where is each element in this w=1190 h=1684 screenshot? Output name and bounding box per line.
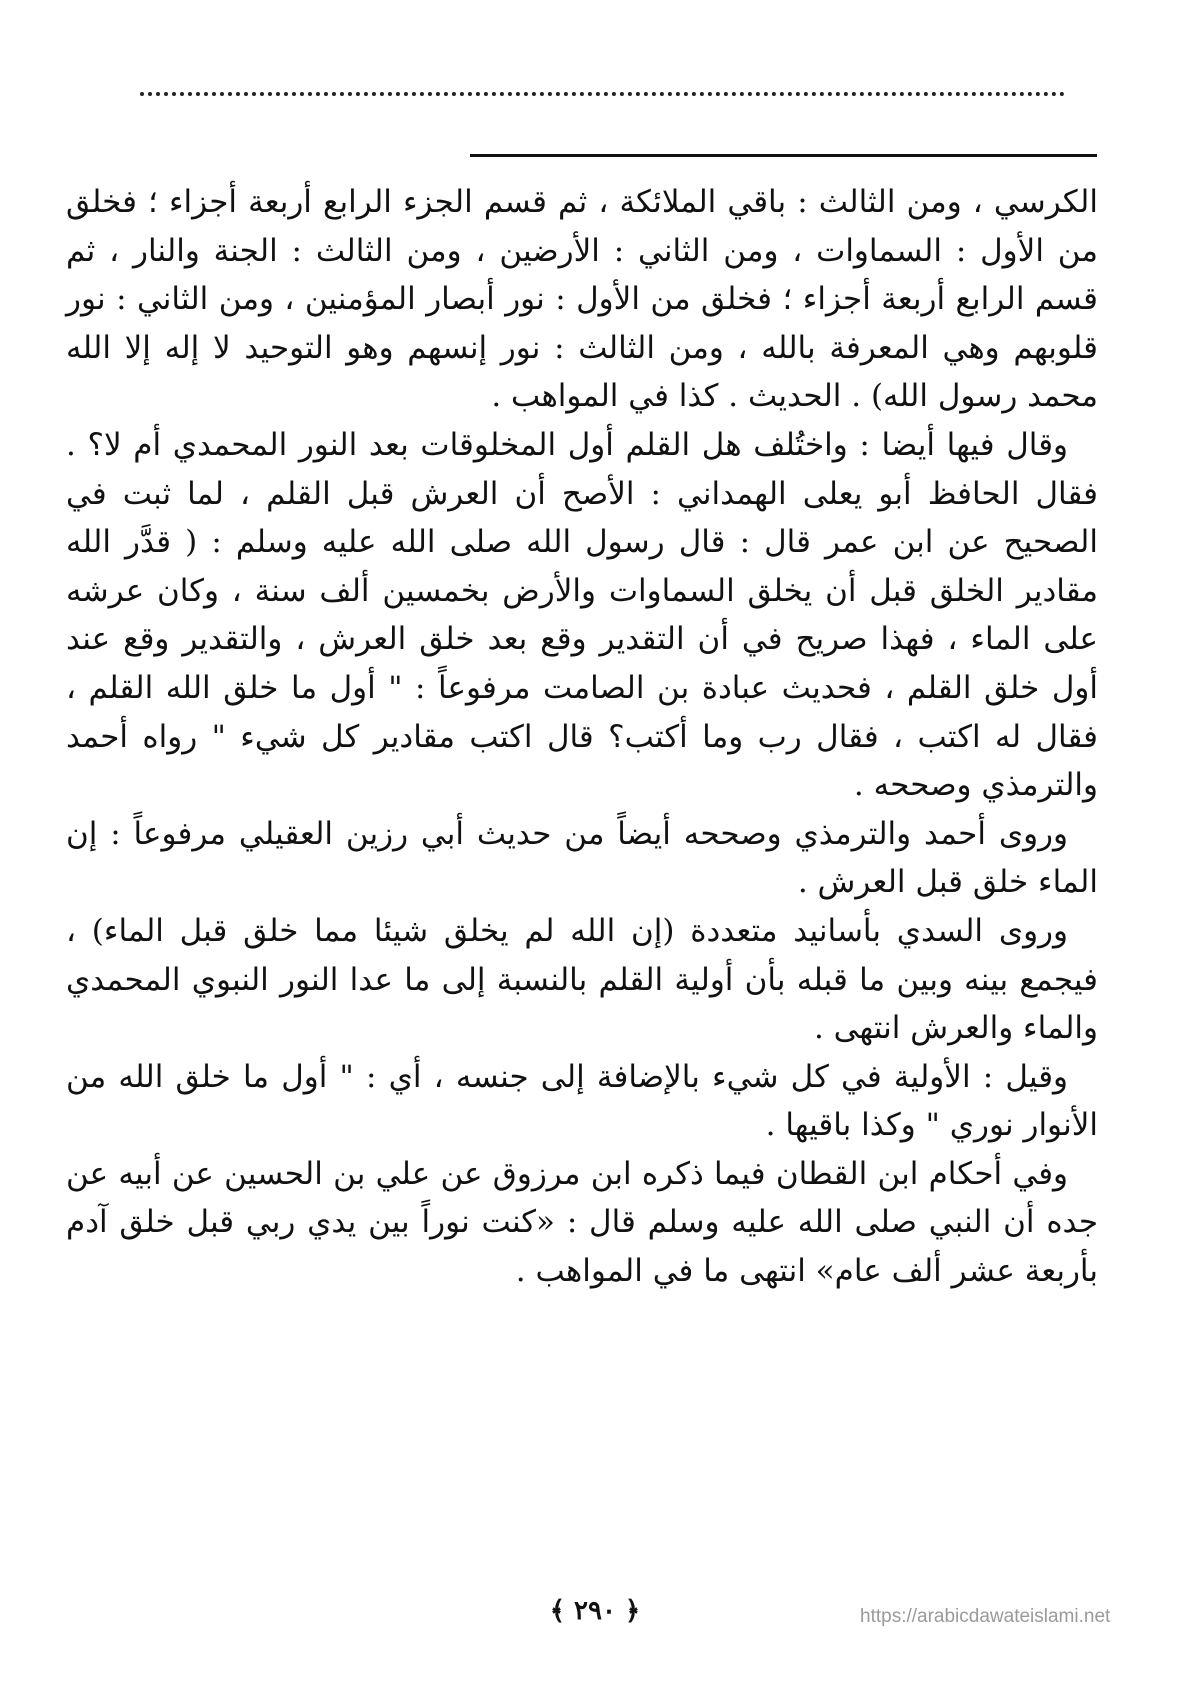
watermark-url: https://arabicdawateislami.net (860, 1606, 1111, 1627)
paragraph-1: الكرسي ، ومن الثالث : باقي الملائكة ، ثم قسم الجزء الرابع أربعة أجزاء ؛ فخلق من الأول : السماوات ، ومن الثاني : الأرضين ، ومن الثالث : الجنة والنار ، ثم قسم الرابع أربعة أجزاء ؛ فخلق من الأول : نور أبصار المؤمنين ، ومن الثاني : نور قلوبهم وهي المعرفة بالله ، ومن الثالث : نور إنسهم وهو التوحيد لا إله إلا الله محمد رسول الله) . الحديث . كذا في المواهب . (66, 184, 1098, 415)
paragraph-2: وقال فيها أيضا : واختُلف هل القلم أول المخلوقات بعد النور المحمدي أم لا؟ . فقال الحافظ أبو يعلى الهمداني : الأصح أن العرش قبل القلم ، لما ثبت في الصحيح عن ابن عمر قال : قال رسول الله صلى الله عليه وسلم : ( قدَّر الله مقادير الخلق قبل أن يخلق السماوات والأرض بخمسين ألف سنة ، وكان عرشه على الماء ، فهذا صريح في أن التقدير وقع بعد خلق العرش ، والتقدير وقع عند أول خلق القلم ، فحديث عبادة بن الصامت مرفوعاً : " أول ما خلق الله القلم ، فقال له اكتب ، فقال رب وما أكتب؟ قال اكتب مقادير كل شيء " رواه أحمد والترمذي وصححه . (66, 426, 1098, 804)
paragraph-6: وفي أحكام ابن القطان فيما ذكره ابن مرزوق عن علي بن الحسين عن أبيه عن جده أن النبي صلى الله عليه وسلم قال : «كنت نوراً بين يدي ربي قبل خلق آدم بأربعة عشر ألف عام» انتهى ما في المواهب . (66, 1155, 1098, 1290)
header-rule (470, 154, 1097, 157)
paragraph-5: وقيل : الأولية في كل شيء بالإضافة إلى جنسه ، أي : " أول ما خلق الله من الأنوار نوري " وكذا باقيها . (66, 1058, 1098, 1144)
page-body (66, 178, 1098, 1296)
page-number: ﴿ ٢٩٠ ﴾ (549, 1596, 641, 1626)
paragraph-4: وروى السدي بأسانيد متعددة (إن الله لم يخلق شيئا مما خلق قبل الماء) ، فيجمع بينه وبين ما قبله بأن أولية القلم بالنسبة إلى ما عدا النور النبوي المحمدي والماء والعرش انتهى . (66, 912, 1098, 1047)
paragraph-3: وروى أحمد والترمذي وصححه أيضاً من حديث أبي رزين العقيلي مرفوعاً : إن الماء خلق قبل العرش . (66, 815, 1098, 901)
dotted-header-line (140, 92, 1065, 96)
